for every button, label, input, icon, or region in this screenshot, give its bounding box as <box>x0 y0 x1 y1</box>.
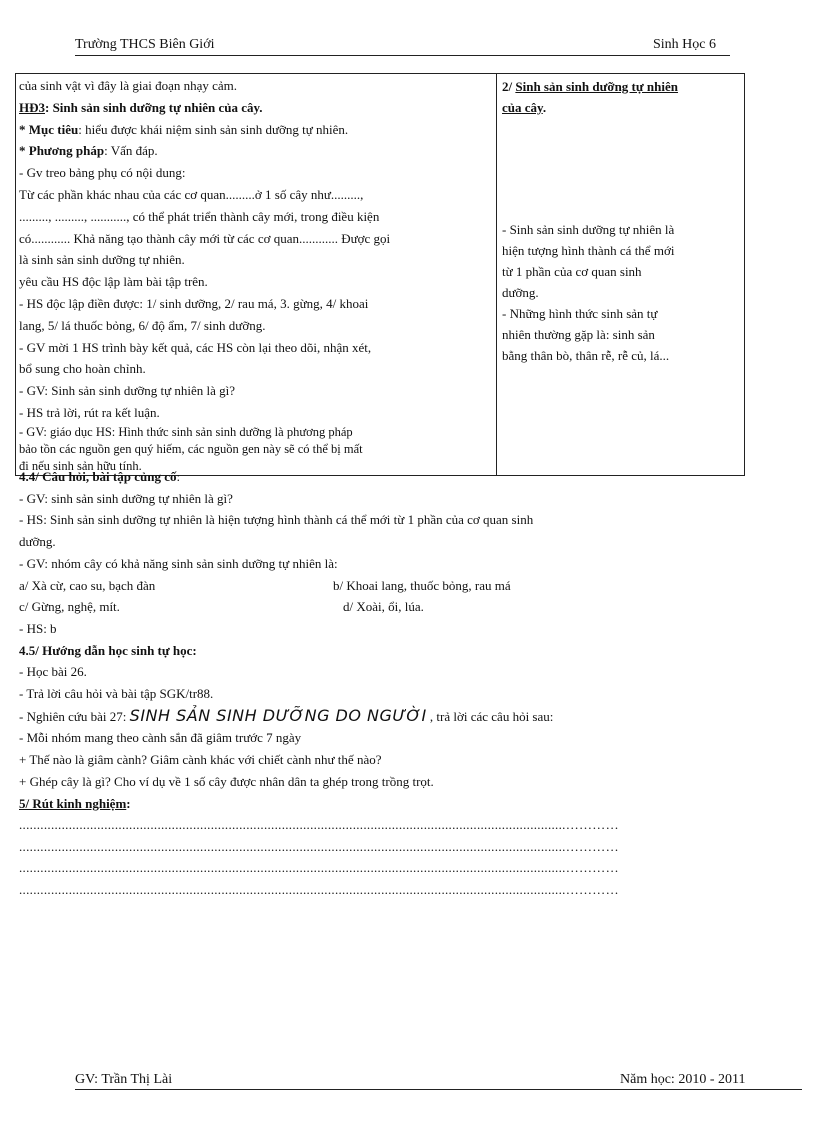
option-c: c/ Gừng, nghệ, mít. <box>19 599 120 615</box>
research-prefix: - Nghiên cứu bài 27: <box>19 708 130 724</box>
section-4-4-title <box>19 466 739 488</box>
content-title-cont <box>502 97 744 118</box>
option-b: b/ Khoai lang, thuốc bỏng, rau má <box>333 577 511 593</box>
text-line: - HS: Sinh sản sinh dưỡng tự nhiên là hiện tượng hình thành cá thể mới từ 1 phần của cơ quan sinh <box>19 512 534 528</box>
text-line: - GV mời 1 HS trình bày kết quả, các HS còn lại theo dõi, nhận xét, <box>19 339 372 355</box>
section-5-colon: : <box>126 795 131 811</box>
content-line: từ 1 phần của cơ quan sinh <box>502 264 642 279</box>
objective-label: * Mục tiêu <box>19 121 79 137</box>
section-5-title <box>19 793 739 815</box>
content-line: - Sinh sản sinh dưỡng tự nhiên là <box>502 222 675 237</box>
content-title-end: . <box>542 100 547 115</box>
text-line: - Trả lời câu hỏi và bài tập SGK/tr88. <box>19 686 214 701</box>
research-line <box>19 705 739 728</box>
method-label: * Phương pháp <box>19 143 105 159</box>
text-line: - Mỗi nhóm mang theo cành sắn đã giâm trước 7 ngày <box>19 730 302 746</box>
text-line: - HS độc lập điền được: 1/ sinh dưỡng, 2/ rau má, 3. gừng, 4/ khoai <box>19 295 369 311</box>
text-line: - GV: Sinh sản sinh dưỡng tự nhiên là gì? <box>19 383 236 399</box>
answer-line: - HS: b <box>19 620 57 636</box>
content-title <box>502 76 744 97</box>
objective-line <box>19 119 496 141</box>
header-subject: Sinh Học 6 <box>653 37 716 52</box>
text-line: - GV: sinh sản sinh dưỡng tự nhiên là gì? <box>19 490 233 506</box>
hd-label: HĐ3 <box>19 99 45 115</box>
text-line: bảo tồn các nguồn gen quý hiếm, các nguồn gen này sẽ có thể bị mất <box>19 441 363 456</box>
method-line <box>19 140 496 162</box>
header-school: Trường THCS Biên Giới <box>75 37 215 52</box>
option-d: d/ Xoài, ổi, lúa. <box>343 599 424 615</box>
text-line: lang, 5/ lá thuốc bỏng, 6/ độ ẩm, 7/ sinh dưỡng. <box>19 317 266 333</box>
text-line: bổ sung cho hoàn chỉnh. <box>19 361 146 377</box>
text-line: có............ Khả năng tạo thành cây mới từ các cơ quan............ Được gọi <box>19 230 391 246</box>
section-4-4-title-text: 4.4/ Câu hỏi, bài tập củng cố <box>19 469 177 484</box>
options-row <box>19 596 739 618</box>
notes-line: ..........................................................................................................................................................………… <box>19 838 619 854</box>
text-line: - Gv treo bảng phụ có nội dung: <box>19 165 186 181</box>
section-4-5-title: 4.5/ Hướng dẫn học sinh tự học: <box>19 642 197 658</box>
footer-teacher: GV: Trần Thị Lài <box>75 1072 173 1087</box>
content-column <box>497 74 745 476</box>
text-line: đi nếu sinh sản hữu tính. <box>19 458 142 473</box>
activity-column <box>16 74 497 476</box>
activity-heading <box>19 97 496 119</box>
text-line: - GV: nhóm cây có khả năng sinh sản sinh dưỡng tự nhiên là: <box>19 555 338 571</box>
notes-line: ..........................................................................................................................................................………… <box>19 881 619 897</box>
options-row <box>19 575 739 597</box>
text-line: Từ các phần khác nhau của các cơ quan.........ở 1 số cây như........., <box>19 186 364 202</box>
post-table-content <box>19 466 739 900</box>
option-a: a/ Xà cừ, cao su, bạch đàn <box>19 577 156 593</box>
header-rule <box>75 55 730 56</box>
hd-title: : Sinh sản sinh dưỡng tự nhiên của cây. <box>45 99 263 115</box>
text-line: của sinh vật vì đây là giai đoạn nhạy cảm. <box>19 78 238 93</box>
notes-line: ..........................................................................................................................................................………… <box>19 860 619 876</box>
text-line: - HS trả lời, rút ra kết luận. <box>19 404 160 420</box>
notes-line: ..........................................................................................................................................................………… <box>19 817 619 833</box>
content-line: - Những hình thức sinh sản tự <box>502 306 658 321</box>
text-line: + Ghép cây là gì? Cho ví dụ về 1 số cây được nhân dân ta ghép trong trồng trọt. <box>19 773 434 789</box>
text-line: + Thế nào là giâm cành? Giâm cành khác với chiết cành như thế nào? <box>19 752 382 768</box>
content-line: nhiên thường gặp là: sinh sản <box>502 327 655 342</box>
content-line: bằng thân bò, thân rễ, rễ củ, lá... <box>502 348 670 363</box>
content-title-part2: của cây <box>502 100 543 115</box>
section-4-4-colon: : <box>176 469 181 484</box>
footer-rule <box>75 1089 802 1090</box>
spacer <box>502 118 744 219</box>
text-line: là sinh sản sinh dưỡng tự nhiên. <box>19 252 185 268</box>
content-title-part1: Sinh sản sinh dưỡng tự nhiên <box>515 79 679 94</box>
footer-year: Năm học: 2010 - 2011 <box>620 1072 746 1087</box>
text-line: yêu cầu HS độc lập làm bài tập trên. <box>19 274 208 290</box>
content-title-number: 2/ <box>502 79 516 94</box>
content-line: hiện tượng hình thành cá thể mới <box>502 243 675 258</box>
text-line: - Học bài 26. <box>19 664 87 680</box>
text-line: dưỡng. <box>19 534 56 550</box>
research-suffix: , trả lời các câu hỏi sau: <box>426 708 554 724</box>
method-text: : Vấn đáp. <box>104 143 158 159</box>
objective-text: : hiểu được khái niệm sinh sản sinh dưỡng tự nhiên. <box>78 121 349 137</box>
lesson-27-title: SINH SẢN SINH DƯỠNG DO NGƯỜI <box>129 705 427 725</box>
content-line: dưỡng. <box>502 285 539 300</box>
text-line: - GV: giáo dục HS: Hình thức sinh sản sinh dưỡng là phương pháp <box>19 424 353 439</box>
text-line: ........., ........., ..........., có thể phát triển thành cây mới, trong điều kiện <box>19 208 380 224</box>
lesson-table <box>15 73 745 476</box>
section-5-title-text: 5/ Rút kinh nghiệm <box>19 795 127 811</box>
